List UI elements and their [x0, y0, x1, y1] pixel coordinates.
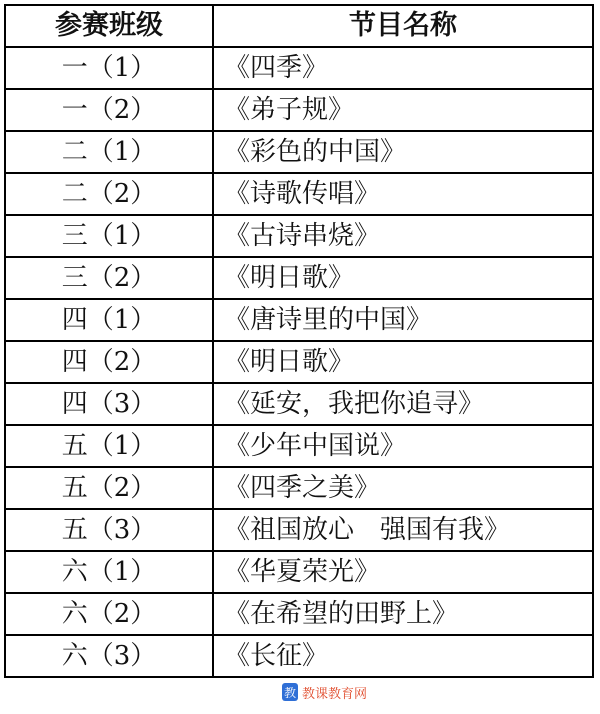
- class-cell: 一（2）: [5, 89, 213, 131]
- class-cell: 六（2）: [5, 593, 213, 635]
- table-row: [5, 257, 593, 299]
- table-row: [5, 299, 593, 341]
- table-row: [5, 131, 593, 173]
- table-row: [5, 215, 593, 257]
- program-cell: 《明日歌》: [213, 341, 593, 383]
- svg-text:教课教育网: 教课教育网: [302, 687, 368, 702]
- program-cell: 《彩色的中国》: [213, 131, 593, 173]
- watermark-logo: [280, 679, 372, 705]
- class-cell: 四（1）: [5, 299, 213, 341]
- class-cell: 四（2）: [5, 341, 213, 383]
- program-cell: 《在希望的田野上》: [213, 593, 593, 635]
- class-cell: 三（2）: [5, 257, 213, 299]
- class-cell: 六（3）: [5, 635, 213, 677]
- header-program: 节目名称: [213, 5, 593, 47]
- program-cell: 《四季》: [213, 47, 593, 89]
- class-cell: 五（3）: [5, 509, 213, 551]
- table-row: [5, 89, 593, 131]
- table-row: [5, 593, 593, 635]
- table-row: [5, 425, 593, 467]
- program-cell: 《四季之美》: [213, 467, 593, 509]
- class-cell: 二（1）: [5, 131, 213, 173]
- program-cell: 《古诗串烧》: [213, 215, 593, 257]
- table-row: [5, 551, 593, 593]
- program-cell: 《祖国放心 强国有我》: [213, 509, 593, 551]
- table-row: [5, 383, 593, 425]
- class-cell: 四（3）: [5, 383, 213, 425]
- header-class: 参赛班级: [5, 5, 213, 47]
- program-cell: 《唐诗里的中国》: [213, 299, 593, 341]
- program-cell: 《长征》: [213, 635, 593, 677]
- svg-text:教: 教: [283, 686, 297, 700]
- program-cell: 《华夏荣光》: [213, 551, 593, 593]
- class-cell: 五（1）: [5, 425, 213, 467]
- program-cell: 《诗歌传唱》: [213, 173, 593, 215]
- table-header-row: [5, 5, 593, 47]
- table-row: [5, 173, 593, 215]
- table-row: [5, 509, 593, 551]
- table-row: [5, 467, 593, 509]
- program-cell: 《延安，我把你追寻》: [213, 383, 593, 425]
- program-cell: 《明日歌》: [213, 257, 593, 299]
- class-cell: 五（2）: [5, 467, 213, 509]
- program-cell: 《少年中国说》: [213, 425, 593, 467]
- program-cell: 《弟子规》: [213, 89, 593, 131]
- class-cell: 二（2）: [5, 173, 213, 215]
- program-table: [4, 4, 594, 678]
- table-row: [5, 47, 593, 89]
- table-row: [5, 635, 593, 677]
- class-cell: 一（1）: [5, 47, 213, 89]
- table-row: [5, 341, 593, 383]
- class-cell: 三（1）: [5, 215, 213, 257]
- class-cell: 六（1）: [5, 551, 213, 593]
